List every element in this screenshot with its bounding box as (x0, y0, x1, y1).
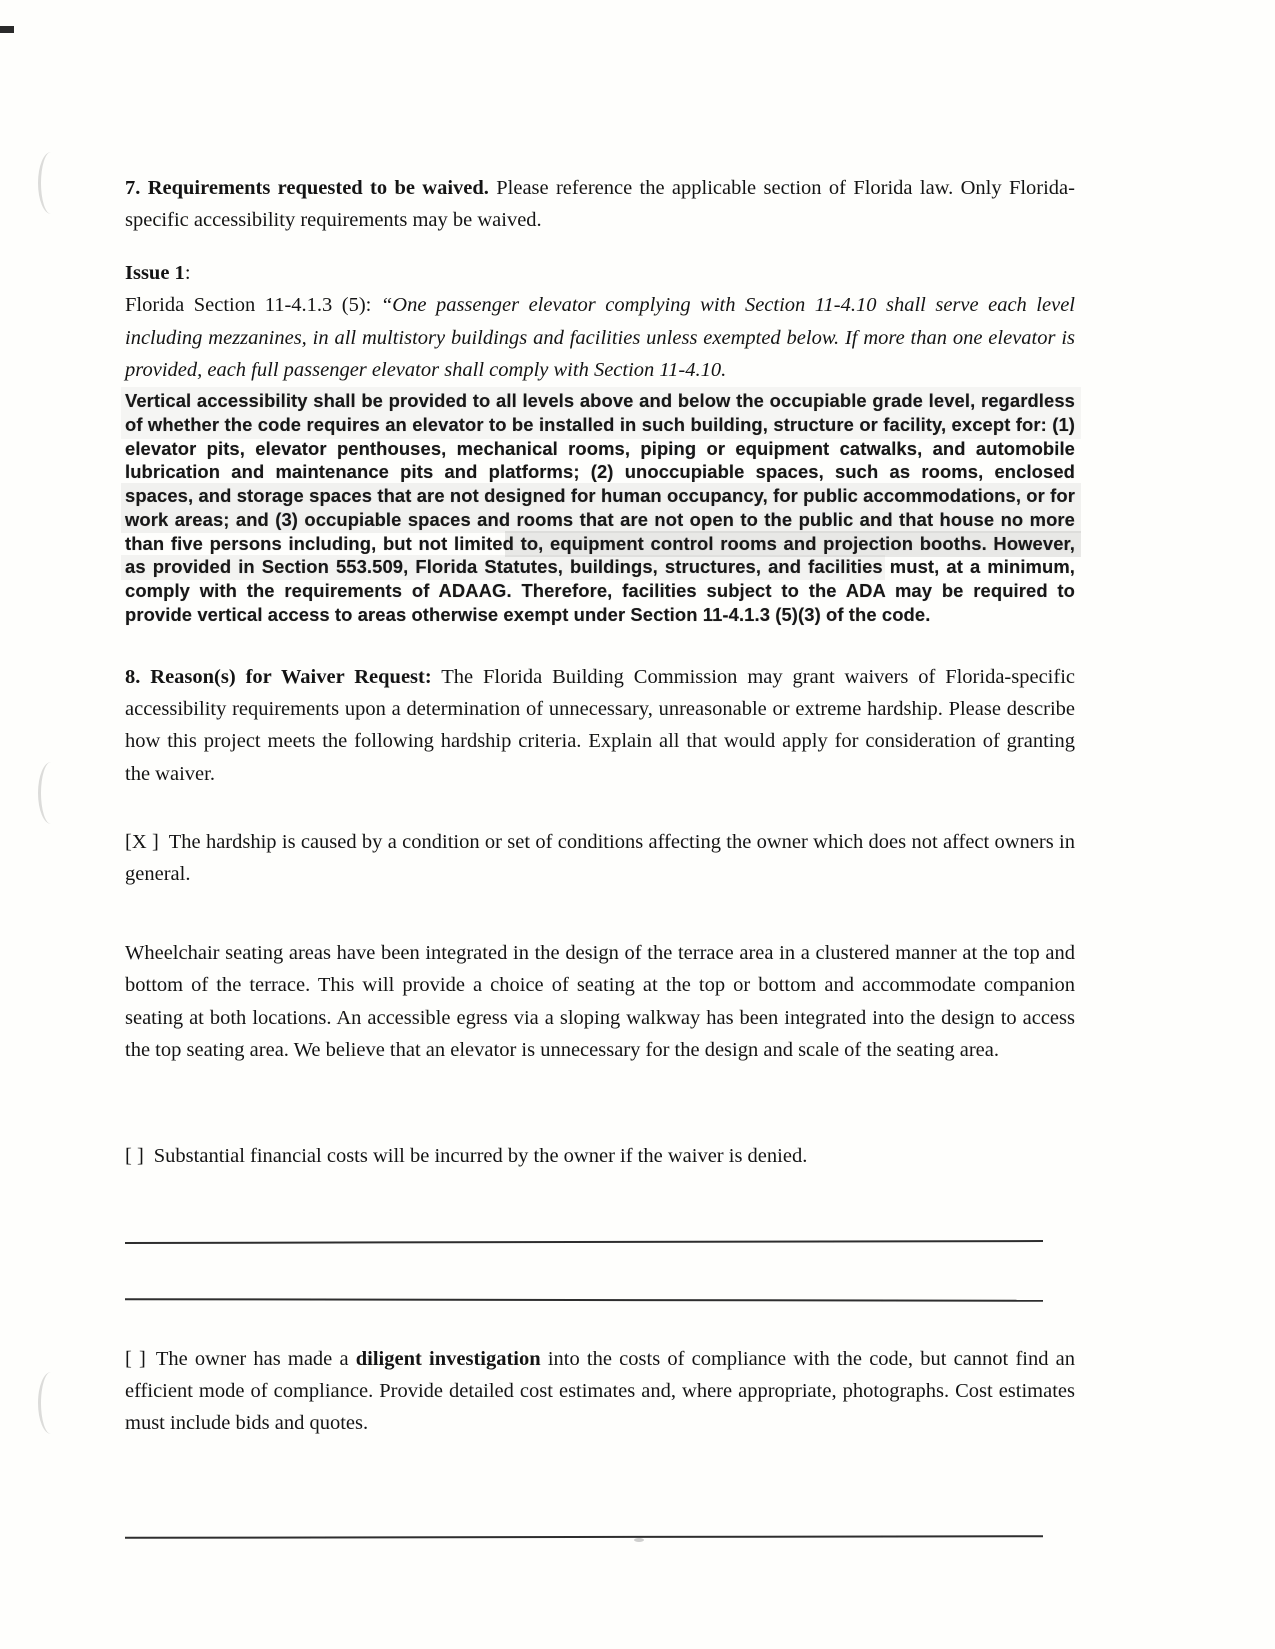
checkbox-hardship-condition: [X ] (125, 831, 159, 854)
scan-edge-mark (0, 26, 14, 33)
scan-artifact-top (38, 152, 64, 214)
hardship-option-1-response: Wheelchair seating areas have been integrated in the design of the terrace area in a clustered manner at the top and bottom of the terrace. This will provide a choice of seating at the top or bottom and accommodate companion seating at both locations. An accessible egress via a sloping walkway has been integrated into the design to access the top seating area. We believe that an elevator is unnecessary for the design and scale of the seating area. (125, 941, 1075, 1061)
section-8-paragraph (125, 661, 1075, 791)
issue-1-label: Issue 1 (125, 261, 185, 284)
scan-smudge (634, 1538, 644, 1542)
issue-1-heading (125, 257, 1075, 289)
hardship-option-2 (125, 1140, 1075, 1172)
scan-artifact-middle (38, 762, 64, 824)
checkbox-diligent-investigation: [ ] (125, 1347, 146, 1370)
answer-line-2 (125, 1298, 1043, 1302)
code-excerpt-text: Vertical accessibility shall be provided to all levels above and below the occupiable grade level, regardless of whether the code requires an elevator to be installed in such building, structure or facility, except for: (1) elevator pits, elevator penthouses, mechanical rooms, piping or equipment catwalks, and automobile lubrication and maintenance pits and platforms; (2) unoccupiable spaces, such as rooms, enclosed spaces, and storage spaces that are not designed for human occupancy, for public accommodations, or for work areas; and (3) occupiable spaces and rooms that are not open to the public and that house no more than five persons including, but not limited to, equipment control rooms and projection booths. However, as provided in Section 553.509, Florida Statutes, buildings, structures, and facilities must, at a minimum, comply with the requirements of ADAAG. Therefore, facilities subject to the ADA may be required to provide vertical access to areas otherwise exempt under Section 11-4.1.3 (5)(3) of the code. (125, 390, 1075, 625)
scan-artifact-bottom (38, 1372, 64, 1434)
section-8-body: The Florida Building Commission may grant waivers of Florida-specific accessibility requirements upon a determination of unnecessary, unreasonable or extreme hardship. Please describe how this project meets the following hardship criteria. Explain all that would apply for consideration of granting the waiver. (125, 665, 1075, 785)
issue-1-citation-paragraph (125, 289, 1075, 386)
checkbox-financial-costs: [ ] (125, 1145, 144, 1168)
hardship-option-2-text: Substantial financial costs will be incurred by the owner if the waiver is denied. (153, 1145, 808, 1168)
hardship-option-3 (125, 1343, 1075, 1440)
hardship-option-3-text-pre: The owner has made a (155, 1347, 356, 1370)
section-7-heading: 7. Requirements requested to be waived. (125, 177, 489, 199)
citation-reference: Florida Section 11-4.1.3 (5): (125, 294, 381, 317)
section-7-body: Please reference the applicable section of Florida law. Only Florida-specific accessibility requirements may be waived. (125, 177, 1075, 232)
citation-quote: “One passenger elevator complying with Section 11-4.10 shall serve each level including mezzanines, in all multistory buildings and facilities unless exempted below. If more than one elevator is provided, each full passenger elevator shall comply with Section 11-4.10. (125, 294, 1075, 381)
answer-line-3 (125, 1535, 1043, 1539)
section-7-paragraph (125, 172, 1075, 237)
section-8-heading: 8. Reason(s) for Waiver Request: (125, 665, 432, 688)
hardship-option-1-text: The hardship is caused by a condition or set of conditions affecting the owner which does not affect owners in general. (125, 831, 1075, 886)
code-excerpt-block (125, 389, 1075, 626)
answer-line-1 (125, 1240, 1043, 1244)
hardship-option-3-text-post: into the costs of compliance with the code, but cannot find an efficient mode of compliance. Provide detailed cost estimates and, where appropriate, photographs. Cost estimates must include bids and quotes. (125, 1347, 1076, 1435)
hardship-option-3-text-bold: diligent investigation (355, 1347, 541, 1370)
issue-1-colon: : (184, 261, 191, 284)
hardship-option-1 (125, 826, 1075, 891)
